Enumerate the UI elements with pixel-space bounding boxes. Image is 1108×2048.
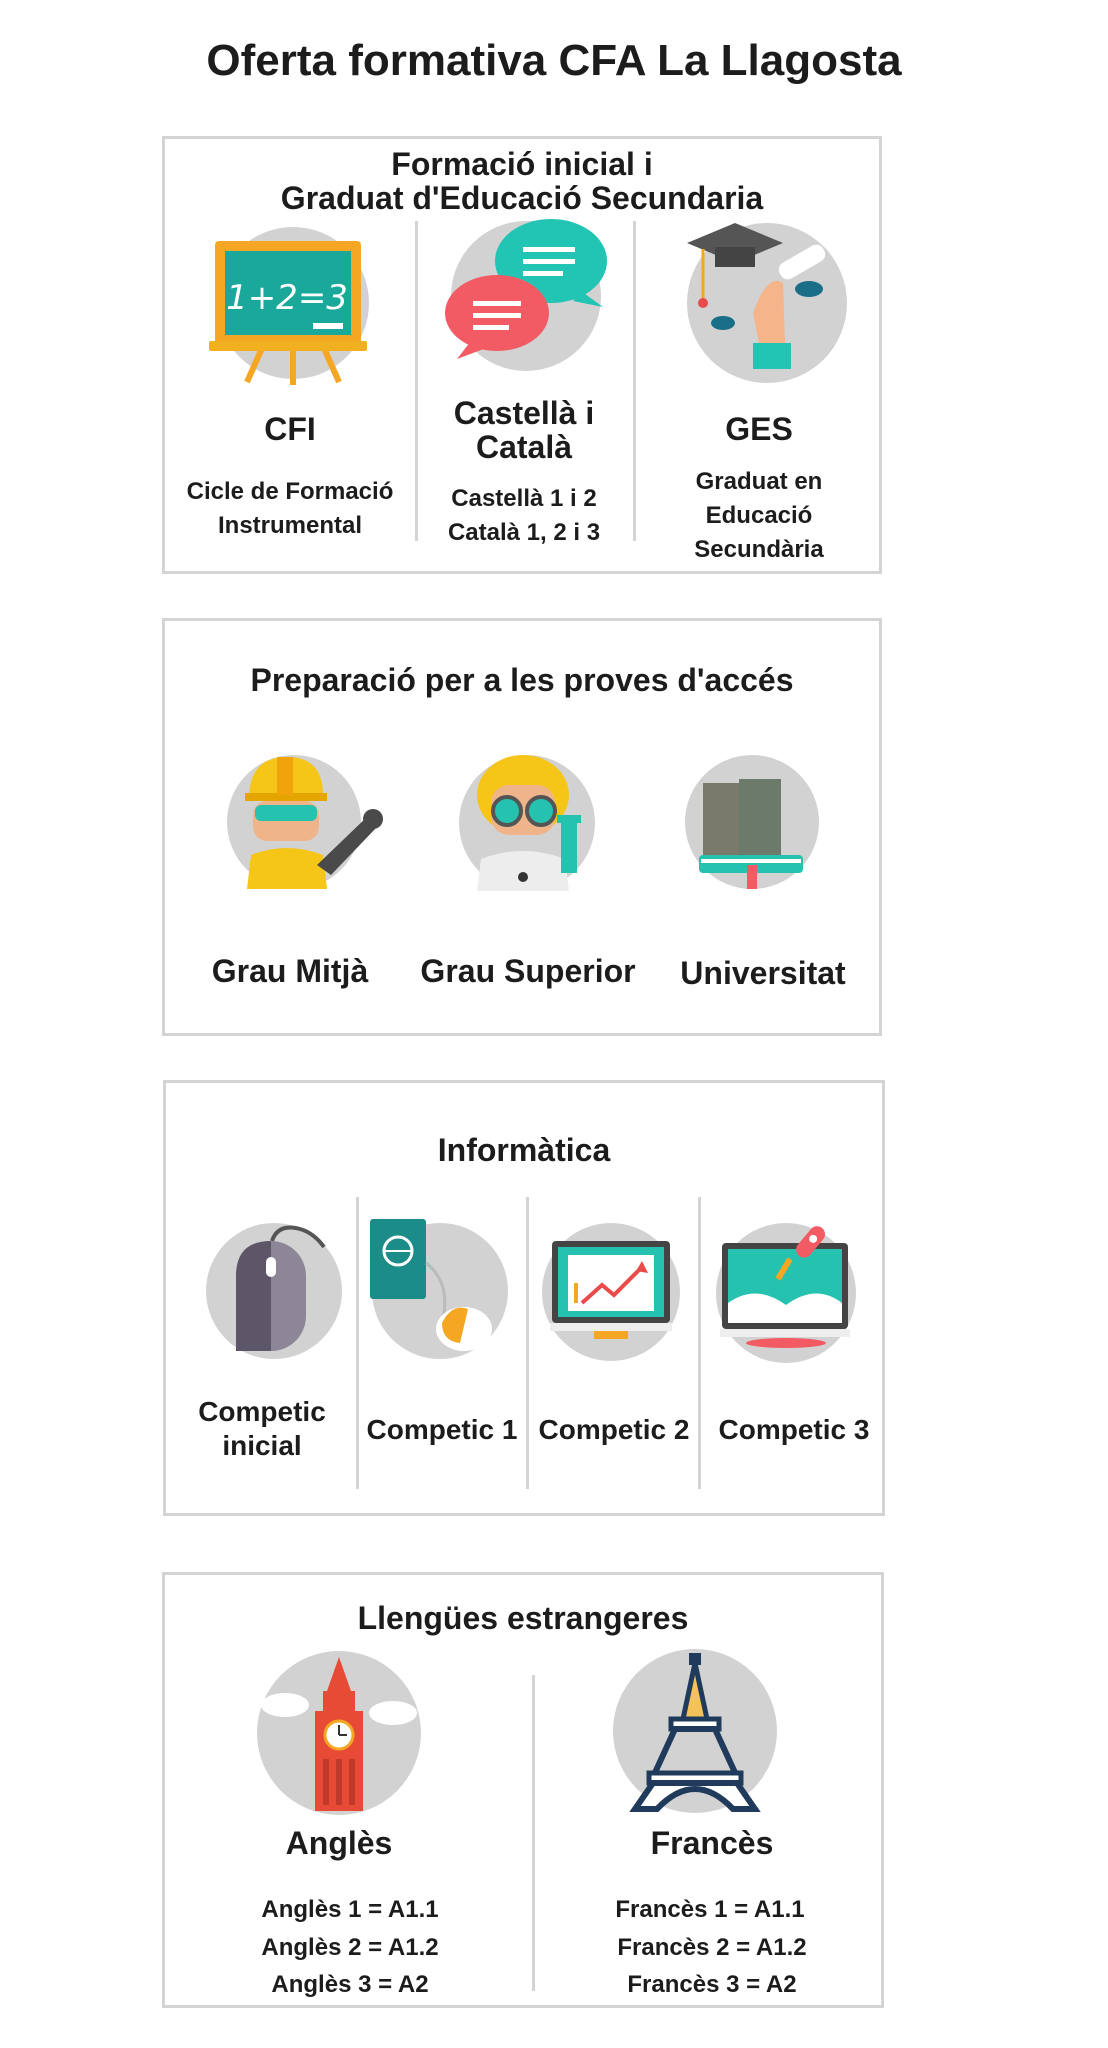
section-title-line2: Graduat d'Educació Secundaria (280, 180, 764, 216)
item-detail: Graduat en (695, 468, 823, 495)
item-label-grau-mitja: Grau Mitjà (211, 953, 369, 989)
chalkboard-icon (217, 227, 369, 379)
scientist-icon (459, 755, 595, 891)
item-detail: Instrumental (217, 512, 363, 539)
monitor-chart-icon (542, 1223, 680, 1361)
item-heading-castella: Castellà i (453, 395, 595, 431)
item-label-grau-superior: Grau Superior (420, 953, 636, 989)
item-heading-ges: GES (725, 411, 793, 447)
item-label-competic-2: Competic 2 (538, 1414, 690, 1445)
eiffel-tower-icon (613, 1649, 777, 1813)
section-preparacio (162, 618, 882, 1036)
level-line: Francès 3 = A2 (627, 1971, 797, 1998)
item-detail: Castellà 1 i 2 (451, 485, 597, 512)
monitor-rocket-icon (716, 1223, 856, 1363)
section-title: Preparació per a les proves d'accés (250, 662, 794, 698)
speech-bubbles-icon (451, 221, 601, 371)
item-label-competic-3: Competic 3 (718, 1414, 870, 1445)
worker-icon (227, 755, 361, 889)
chalk-text: 1+2=3 (226, 278, 348, 318)
mouse-icon (206, 1223, 342, 1359)
section-formacio-inicial (162, 136, 882, 574)
section-title-line1: Formació inicial i (391, 146, 653, 182)
item-detail: Cicle de Formació (186, 478, 394, 505)
graduation-cap-icon (687, 223, 847, 383)
level-line: Francès 1 = A1.1 (615, 1896, 805, 1923)
section-informatica (163, 1080, 885, 1516)
section-title: Informàtica (437, 1132, 611, 1168)
section-title: Llengües estrangeres (357, 1600, 689, 1636)
passport-book-icon (372, 1223, 508, 1359)
section-llengues (162, 1572, 884, 2008)
item-label-universitat: Universitat (680, 955, 846, 991)
books-icon (685, 755, 819, 889)
level-line: Anglès 2 = A1.2 (261, 1934, 439, 1961)
item-label-competic: Competic (198, 1396, 326, 1427)
page-title: Oferta formativa CFA La Llagosta (206, 36, 902, 85)
item-heading-frances: Francès (650, 1825, 774, 1861)
level-line: Anglès 3 = A2 (271, 1971, 429, 1998)
item-heading-angles: Anglès (285, 1825, 393, 1861)
item-label-inicial: inicial (222, 1430, 302, 1461)
level-line: Francès 2 = A1.2 (617, 1934, 807, 1961)
level-line: Anglès 1 = A1.1 (261, 1896, 439, 1923)
item-detail: Català 1, 2 i 3 (447, 519, 601, 546)
item-detail: Secundària (694, 536, 824, 563)
big-ben-icon (257, 1651, 421, 1815)
item-label-competic-1: Competic 1 (366, 1414, 518, 1445)
item-heading-catala: Català (475, 429, 573, 465)
item-heading-cfi: CFI (264, 411, 316, 447)
item-detail: Educació (705, 502, 813, 529)
